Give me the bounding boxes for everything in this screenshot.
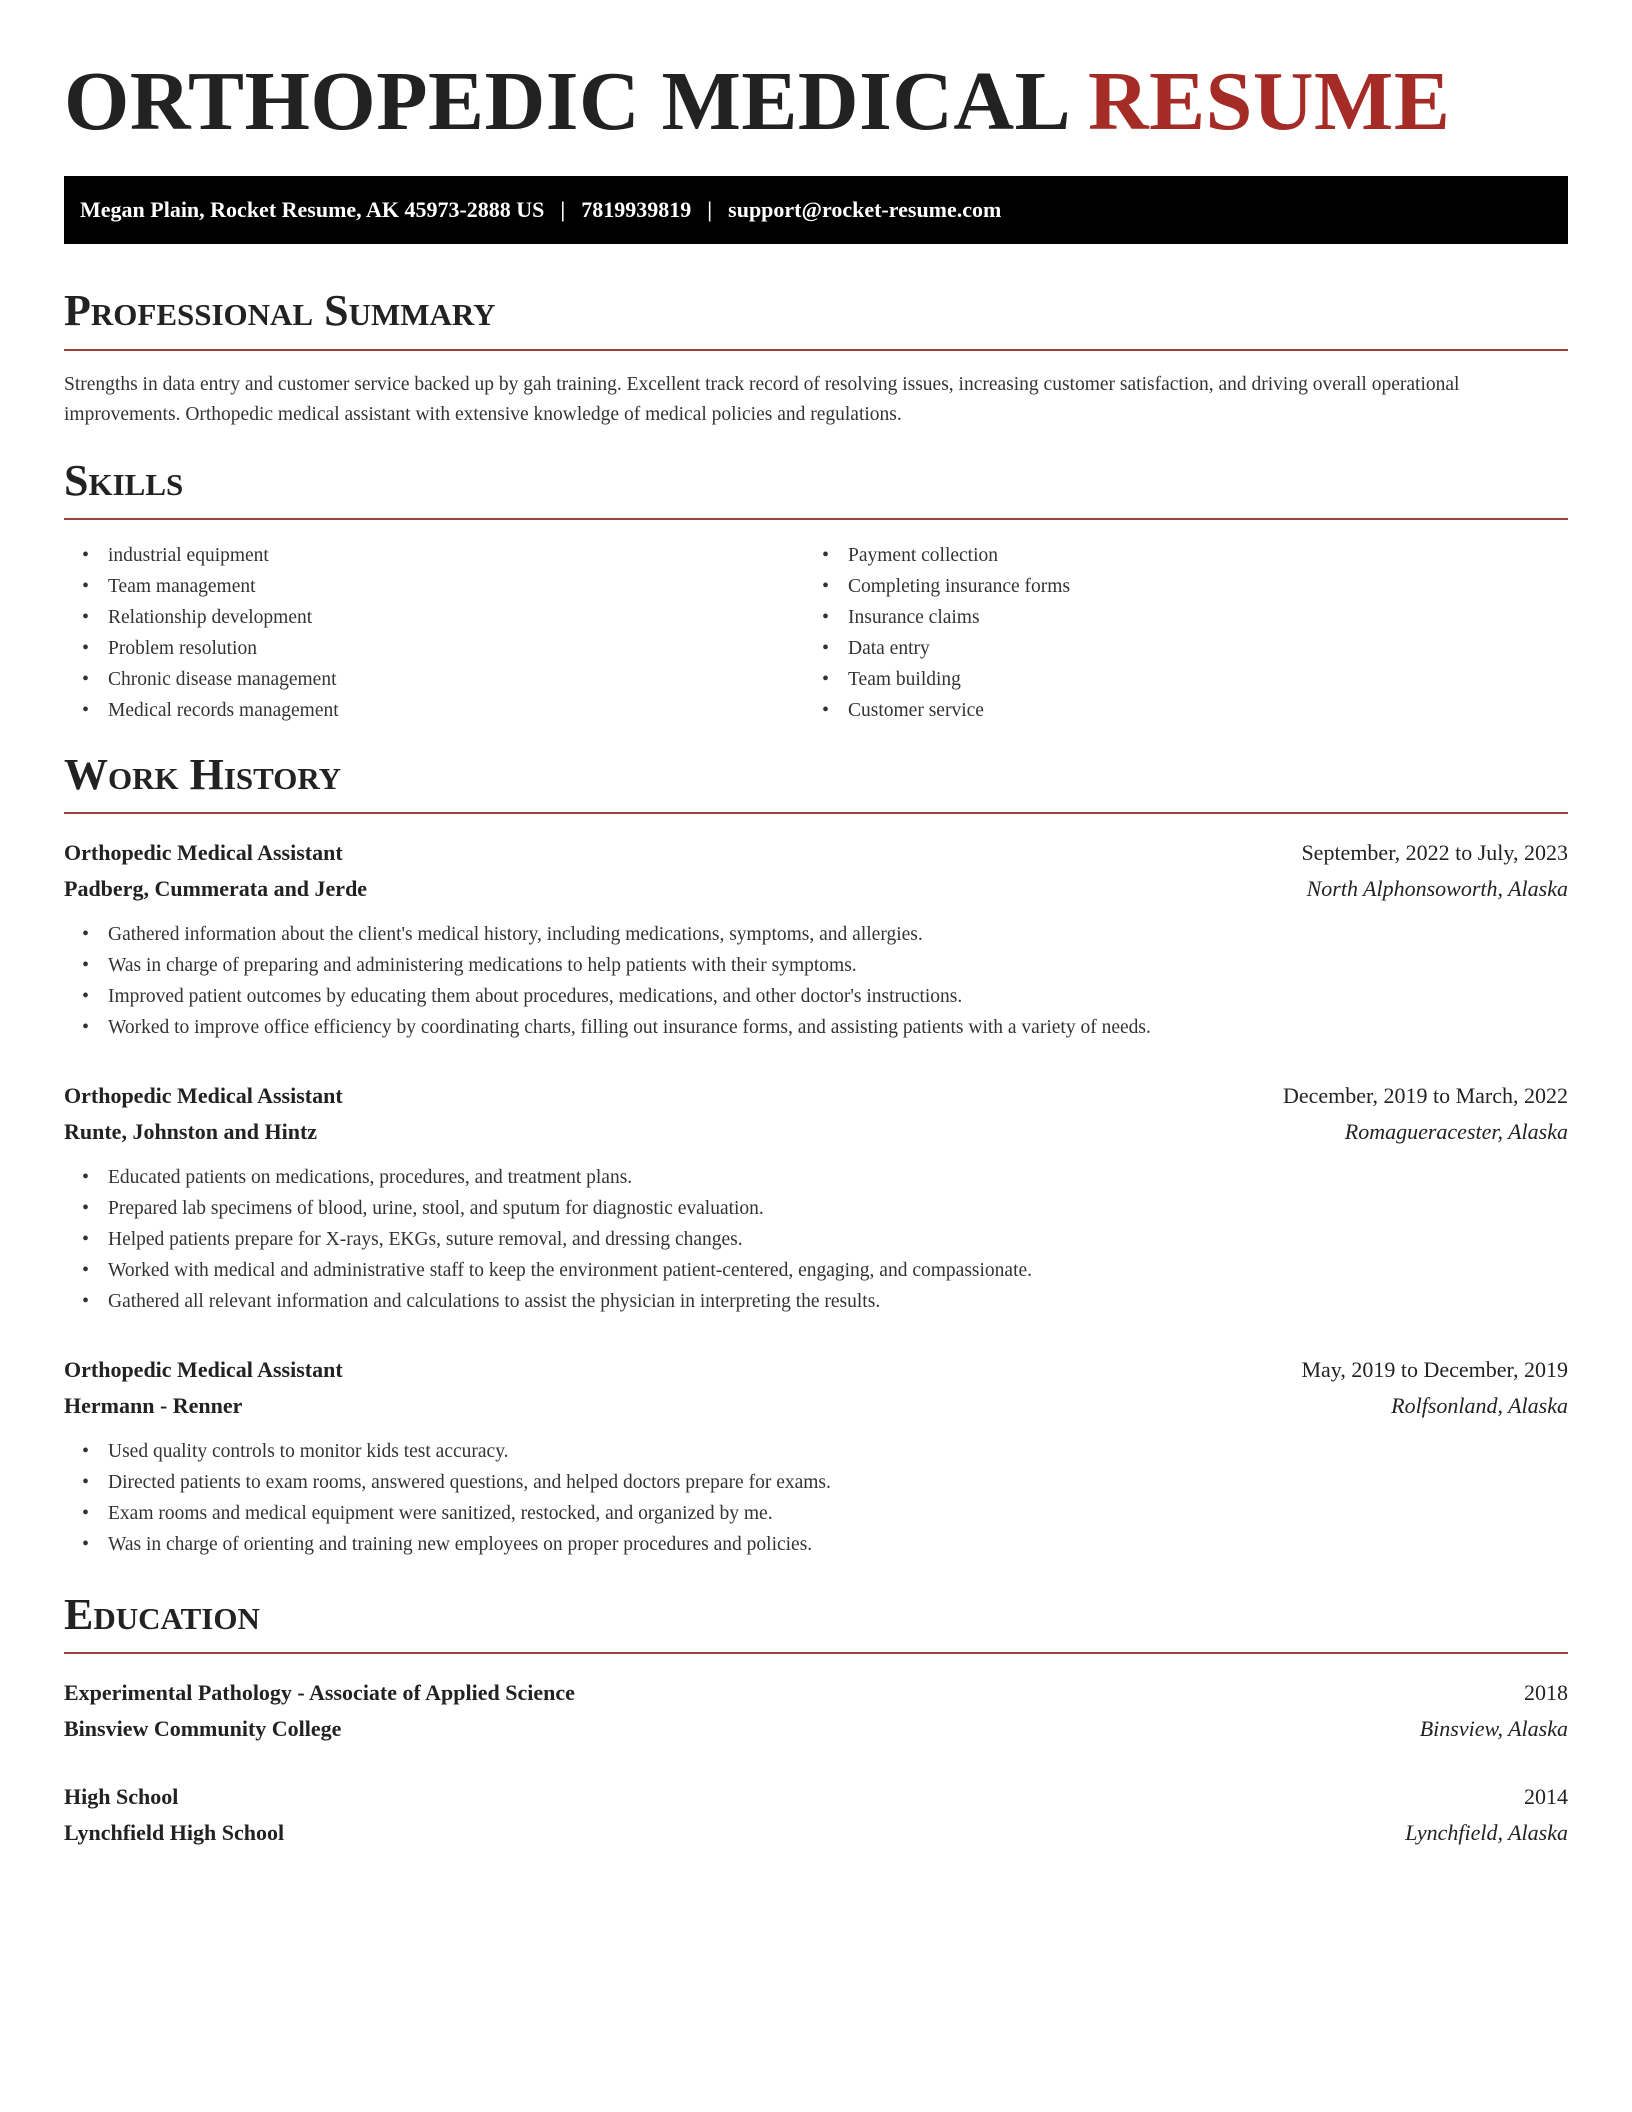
contact-separator: | bbox=[560, 197, 566, 222]
skill-item: • Team building bbox=[804, 664, 1070, 695]
job-title: Orthopedic Medical Assistant bbox=[64, 1357, 343, 1382]
education-heading: Education bbox=[64, 1590, 260, 1639]
education-location: Lynchfield, Alaska bbox=[1405, 1820, 1568, 1845]
job-duties bbox=[64, 919, 1568, 1043]
job-company: Runte, Johnston and Hintz bbox=[64, 1119, 318, 1144]
summary-divider bbox=[64, 349, 1568, 351]
skill-item: • industrial equipment bbox=[64, 540, 339, 571]
job-location: Rolfsonland, Alaska bbox=[1391, 1393, 1568, 1418]
skills-list-right bbox=[804, 540, 1070, 726]
duty-item: • Gathered all relevant information and calculations to assist the physician in interpreting the results. bbox=[64, 1286, 1568, 1317]
contact-separator: | bbox=[707, 197, 713, 222]
skill-item: • Insurance claims bbox=[804, 602, 1070, 633]
education-divider bbox=[64, 1652, 1568, 1654]
work-divider bbox=[64, 812, 1568, 814]
duty-item: • Educated patients on medications, procedures, and treatment plans. bbox=[64, 1162, 1568, 1193]
summary-text: Strengths in data entry and customer service backed up by gah training. Excellent track record of resolving issues, increasing customer satisfaction, and driving overall operational improvements. Orthopedic medical assistant with extensive knowledge of medical policies and regulations. bbox=[64, 374, 1460, 425]
summary-heading: Professional Summary bbox=[64, 286, 496, 335]
work-heading: Work History bbox=[64, 750, 342, 799]
contact-address: Megan Plain, Rocket Resume, AK 45973-2888 US bbox=[80, 197, 545, 222]
skill-item: • Completing insurance forms bbox=[804, 571, 1070, 602]
skill-item: • Data entry bbox=[804, 633, 1070, 664]
resume-title bbox=[64, 52, 1450, 152]
skill-item: • Chronic disease management bbox=[64, 664, 339, 695]
skill-item: • Team management bbox=[64, 571, 339, 602]
skill-item: • Relationship development bbox=[64, 602, 339, 633]
title-accent: RESUME bbox=[1087, 55, 1451, 148]
education-school: Binsview Community College bbox=[64, 1716, 342, 1741]
job-duties bbox=[64, 1436, 1568, 1560]
duty-item: • Prepared lab specimens of blood, urine, stool, and sputum for diagnostic evaluation. bbox=[64, 1193, 1568, 1224]
job-dates: May, 2019 to December, 2019 bbox=[1301, 1357, 1568, 1382]
skills-list-left bbox=[64, 540, 339, 726]
education-year: 2018 bbox=[1524, 1680, 1568, 1705]
education-degree: Experimental Pathology - Associate of Applied Science bbox=[64, 1680, 575, 1705]
skill-item: • Payment collection bbox=[804, 540, 1070, 571]
education-degree: High School bbox=[64, 1784, 179, 1809]
job-dates: December, 2019 to March, 2022 bbox=[1282, 1083, 1568, 1108]
contact-bar bbox=[64, 176, 1568, 244]
job-title: Orthopedic Medical Assistant bbox=[64, 1083, 343, 1108]
job-company: Hermann - Renner bbox=[64, 1393, 243, 1418]
job-entry bbox=[64, 835, 1568, 1043]
education-location: Binsview, Alaska bbox=[1419, 1716, 1568, 1741]
education-year: 2014 bbox=[1524, 1784, 1568, 1809]
job-entry bbox=[64, 1352, 1568, 1560]
job-location: North Alphonsoworth, Alaska bbox=[1306, 876, 1568, 901]
duty-item: • Was in charge of preparing and administering medications to help patients with their symptoms. bbox=[64, 950, 1568, 981]
job-title: Orthopedic Medical Assistant bbox=[64, 840, 343, 865]
duty-item: • Improved patient outcomes by educating them about procedures, medications, and other doctor's instructions. bbox=[64, 981, 1568, 1012]
education-entry bbox=[64, 1675, 1568, 1747]
duty-item: • Directed patients to exam rooms, answered questions, and helped doctors prepare for exams. bbox=[64, 1467, 1568, 1498]
duty-item: • Was in charge of orienting and training new employees on proper procedures and policies. bbox=[64, 1529, 1568, 1560]
education-school: Lynchfield High School bbox=[64, 1820, 285, 1845]
duty-item: • Used quality controls to monitor kids test accuracy. bbox=[64, 1436, 1568, 1467]
duty-item: • Helped patients prepare for X-rays, EKGs, suture removal, and dressing changes. bbox=[64, 1224, 1568, 1255]
contact-phone[interactable]: 7819939819 bbox=[581, 197, 692, 222]
skill-item: • Medical records management bbox=[64, 695, 339, 726]
job-entry bbox=[64, 1078, 1568, 1317]
duty-item: • Exam rooms and medical equipment were sanitized, restocked, and organized by me. bbox=[64, 1498, 1568, 1529]
duty-item: • Gathered information about the client's medical history, including medications, symptoms, and allergies. bbox=[64, 919, 1568, 950]
job-duties bbox=[64, 1162, 1568, 1317]
duty-item: • Worked to improve office efficiency by coordinating charts, filling out insurance forms, and assisting patients with a variety of needs. bbox=[64, 1012, 1568, 1043]
job-company: Padberg, Cummerata and Jerde bbox=[64, 876, 368, 901]
education-entry bbox=[64, 1779, 1568, 1851]
duty-item: • Worked with medical and administrative staff to keep the environment patient-centered, engaging, and compassionate. bbox=[64, 1255, 1568, 1286]
skill-item: • Problem resolution bbox=[64, 633, 339, 664]
job-dates: September, 2022 to July, 2023 bbox=[1301, 840, 1568, 865]
contact-email[interactable]: support@rocket-resume.com bbox=[728, 197, 1002, 222]
job-location: Romagueracester, Alaska bbox=[1344, 1119, 1568, 1144]
skill-item: • Customer service bbox=[804, 695, 1070, 726]
skills-heading: Skills bbox=[64, 456, 184, 505]
title-main: ORTHOPEDIC MEDICAL bbox=[64, 55, 1067, 148]
skills-divider bbox=[64, 518, 1568, 520]
